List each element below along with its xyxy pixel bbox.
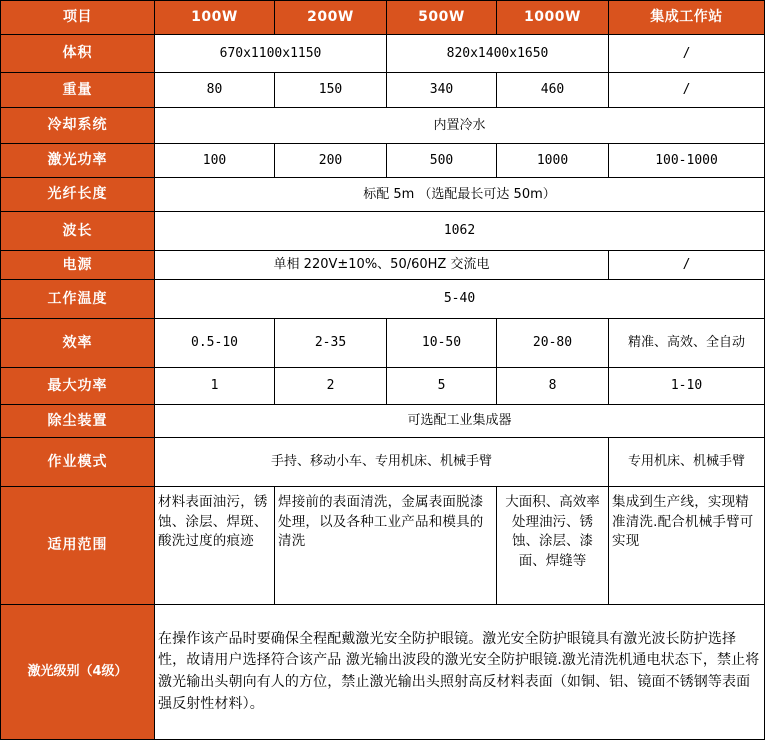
table-row-max-power [1, 368, 765, 405]
cell-efficiency-500w: 10-50 [387, 319, 497, 368]
table-row-weight [1, 73, 765, 108]
row-label-cooling: 冷却系统 [1, 108, 155, 144]
table-row-fiber-length [1, 178, 765, 212]
cell-max-power-1000w: 8 [497, 368, 609, 405]
cell-working-temperature-all: 5-40 [155, 280, 765, 319]
cell-cooling-all: 内置冷水 [155, 108, 765, 144]
table-row-application-scope [1, 487, 765, 605]
table-row-laser-power [1, 144, 765, 178]
cell-max-power-100w: 1 [155, 368, 275, 405]
cell-laser-power-workstation: 100-1000 [609, 144, 765, 178]
row-label-dust-collector: 除尘装置 [1, 405, 155, 438]
header-cell-100w: 100W [155, 1, 275, 35]
row-label-laser-class: 激光级别（4级） [1, 605, 155, 740]
cell-wavelength-all: 1062 [155, 212, 765, 251]
table-row-wavelength [1, 212, 765, 251]
cell-weight-500w: 340 [387, 73, 497, 108]
row-label-max-power: 最大功率 [1, 368, 155, 405]
table-row-efficiency [1, 319, 765, 368]
cell-weight-workstation: / [609, 73, 765, 108]
row-label-power-source: 电源 [1, 251, 155, 280]
table-header-row [1, 1, 765, 35]
cell-max-power-workstation: 1-10 [609, 368, 765, 405]
cell-operation-mode-workstation: 专用机床、机械手臂 [609, 438, 765, 487]
cell-laser-power-500w: 500 [387, 144, 497, 178]
cell-max-power-200w: 2 [275, 368, 387, 405]
cell-efficiency-workstation: 精准、高效、全自动 [609, 319, 765, 368]
cell-max-power-500w: 5 [387, 368, 497, 405]
row-label-wavelength: 波长 [1, 212, 155, 251]
table-row-operation-mode [1, 438, 765, 487]
row-label-efficiency: 效率 [1, 319, 155, 368]
cell-weight-100w: 80 [155, 73, 275, 108]
header-cell-200w: 200W [275, 1, 387, 35]
cell-operation-mode-main: 手持、移动小车、专用机床、机械手臂 [155, 438, 609, 487]
table-row-volume [1, 35, 765, 73]
row-label-application-scope: 适用范围 [1, 487, 155, 605]
cell-power-source-main: 单相 220V±10%、50/60HZ 交流电 [155, 251, 609, 280]
cell-application-scope-workstation: 集成到生产线，实现精准清洗.配合机械手臂可实现 [609, 487, 765, 605]
cell-laser-class-note: 在操作该产品时要确保全程配戴激光安全防护眼镜。激光安全防护眼镜具有激光波长防护选择性，故请用户选择符合该产品 激光输出波段的激光安全防护眼镜.激光清洗机通电状态下，禁止将激光输出头朝向有人的方位，禁止激光输出头照射高反材料表面（如铜、铝、镜面不锈钢等表面强反射性材料）。 [155, 605, 765, 740]
row-label-operation-mode: 作业模式 [1, 438, 155, 487]
cell-laser-power-200w: 200 [275, 144, 387, 178]
cell-volume-workstation: / [609, 35, 765, 73]
cell-efficiency-100w: 0.5-10 [155, 319, 275, 368]
header-cell-1000w: 1000W [497, 1, 609, 35]
cell-power-source-workstation: / [609, 251, 765, 280]
cell-application-scope-1000w: 大面积、高效率处理油污、锈蚀、涂层、漆面、焊缝等 [497, 487, 609, 605]
table-row-cooling [1, 108, 765, 144]
header-cell-item: 项目 [1, 1, 155, 35]
cell-efficiency-200w: 2-35 [275, 319, 387, 368]
cell-fiber-length-all: 标配 5m （选配最长可达 50m） [155, 178, 765, 212]
cell-dust-collector-all: 可选配工业集成器 [155, 405, 765, 438]
row-label-fiber-length: 光纤长度 [1, 178, 155, 212]
cell-application-scope-mid: 焊接前的表面清洗，金属表面脱漆处理，以及各种工业产品和模具的清洗 [275, 487, 497, 605]
cell-volume-small: 670x1100x1150 [155, 35, 387, 73]
cell-application-scope-100w: 材料表面油污，锈蚀、涂层、焊斑、酸洗过度的痕迹 [155, 487, 275, 605]
row-label-laser-power: 激光功率 [1, 144, 155, 178]
table-row-power-source [1, 251, 765, 280]
cell-weight-1000w: 460 [497, 73, 609, 108]
cell-weight-200w: 150 [275, 73, 387, 108]
cell-volume-large: 820x1400x1650 [387, 35, 609, 73]
row-label-volume: 体积 [1, 35, 155, 73]
header-cell-workstation: 集成工作站 [609, 1, 765, 35]
table-row-dust-collector [1, 405, 765, 438]
cell-laser-power-1000w: 1000 [497, 144, 609, 178]
table-row-laser-class [1, 605, 765, 740]
cell-efficiency-1000w: 20-80 [497, 319, 609, 368]
header-cell-500w: 500W [387, 1, 497, 35]
row-label-weight: 重量 [1, 73, 155, 108]
row-label-working-temperature: 工作温度 [1, 280, 155, 319]
cell-laser-power-100w: 100 [155, 144, 275, 178]
table-row-working-temperature [1, 280, 765, 319]
